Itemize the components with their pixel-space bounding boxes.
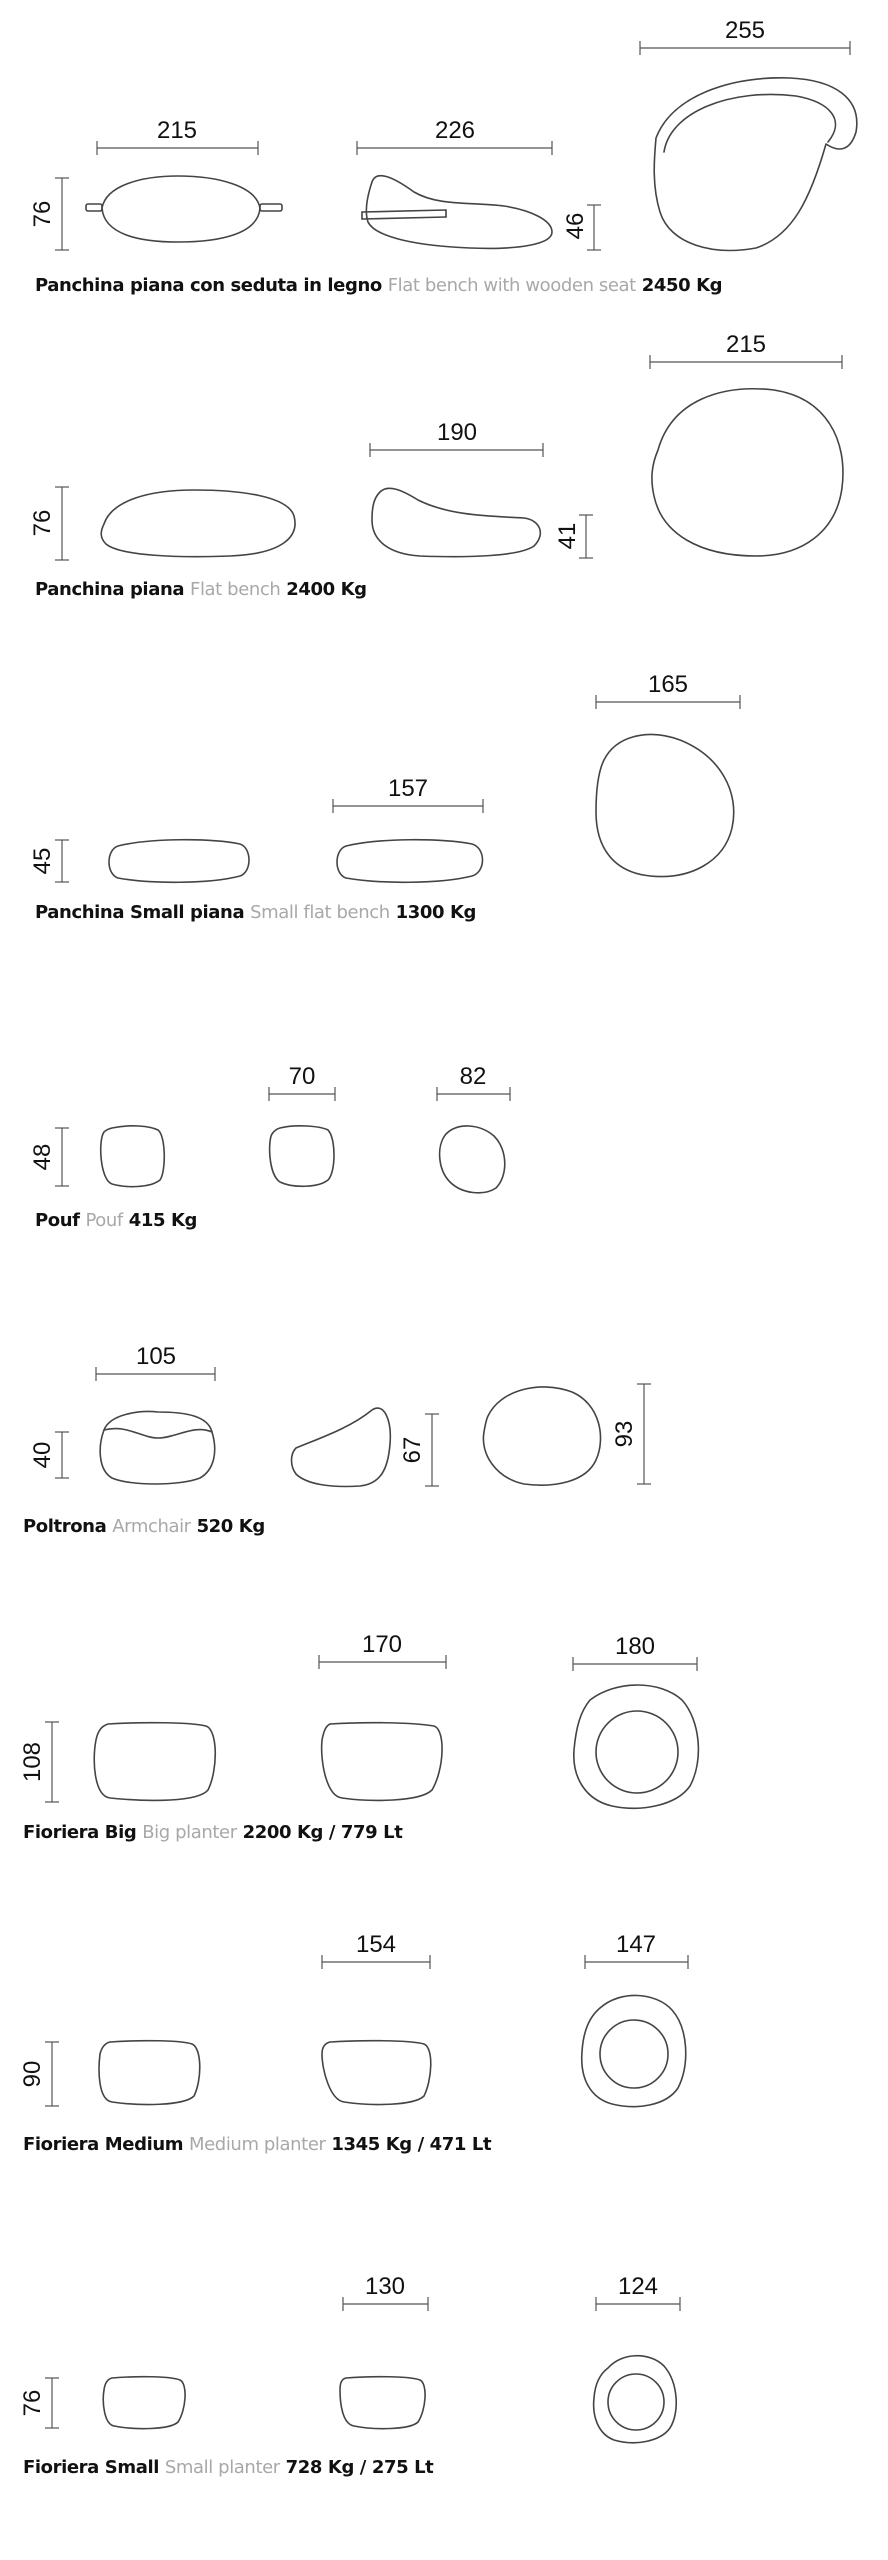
- product-name-it: Panchina piana con seduta in legno: [35, 275, 382, 296]
- svg-text:76: 76: [29, 200, 56, 228]
- dimension-depth-top: [611, 1384, 651, 1484]
- product-spec: 2400 Kg: [286, 579, 367, 600]
- dimension-width-top: [573, 1633, 697, 1671]
- planter-front-view: [94, 1723, 215, 1801]
- pouf-front-view: [101, 1126, 165, 1187]
- armchair-front-view: [100, 1412, 215, 1484]
- planter-top-view: [574, 1685, 699, 1808]
- bench-front-view: [101, 490, 295, 557]
- dimension-width-side: [322, 1931, 430, 1969]
- dimension-width-top: [437, 1063, 510, 1101]
- bench-side-view: [372, 488, 540, 556]
- product-caption: [23, 1822, 402, 1843]
- planter-side-view: [340, 2377, 425, 2429]
- product-caption: [23, 2134, 491, 2155]
- dimension-height: [29, 1128, 69, 1186]
- dimension-width-side: [343, 2273, 428, 2311]
- product-name-it: Poltrona: [23, 1516, 107, 1537]
- product-name-it: Pouf: [35, 1210, 80, 1231]
- medium-planter-drawing: [19, 1931, 688, 2107]
- dimension-height: [29, 178, 69, 250]
- product-name-en: Medium planter: [189, 2134, 326, 2155]
- product-name-en: Small planter: [164, 2457, 280, 2478]
- pouf-drawing: [29, 1063, 510, 1193]
- product-name-en: Small flat bench: [250, 902, 390, 923]
- bench-side-view: [337, 840, 483, 883]
- svg-text:76: 76: [19, 2389, 46, 2417]
- product-spec: 2450 Kg: [641, 275, 723, 296]
- svg-text:70: 70: [288, 1063, 316, 1090]
- small-flat-bench-drawing: [29, 671, 740, 882]
- dimension-height: [19, 1722, 59, 1802]
- dimension-seat-height: [554, 515, 593, 558]
- planter-front-view: [103, 2377, 185, 2429]
- dimension-width-top: [596, 2273, 680, 2311]
- planter-top-view: [582, 1995, 686, 2106]
- dimension-height: [29, 840, 69, 882]
- dimension-width-side: [357, 117, 552, 155]
- bench-front-view: [86, 176, 282, 242]
- svg-text:90: 90: [19, 2060, 46, 2088]
- svg-text:105: 105: [135, 1343, 177, 1370]
- bench-top-view: [596, 734, 734, 876]
- armchair-side-view: [292, 1408, 391, 1486]
- product-name-en: Pouf: [85, 1210, 123, 1231]
- dimension-height: [19, 2378, 59, 2428]
- product-spec: 520 Kg: [196, 1516, 265, 1537]
- product-name-it: Fioriera Small: [23, 2457, 159, 2478]
- product-spec: 1300 Kg: [395, 902, 477, 923]
- pouf-top-view: [440, 1126, 505, 1193]
- svg-text:93: 93: [611, 1420, 638, 1448]
- svg-text:226: 226: [434, 117, 476, 144]
- svg-text:215: 215: [156, 117, 198, 144]
- dimension-width-top: [596, 671, 740, 709]
- product-name-it: Panchina Small piana: [35, 902, 245, 923]
- product-name-it: Fioriera Medium: [23, 2134, 184, 2155]
- armchair-top-view: [483, 1387, 600, 1485]
- bench-side-view: [362, 176, 552, 249]
- svg-text:45: 45: [29, 847, 56, 875]
- bench-front-view: [109, 840, 249, 883]
- product-name-it: Fioriera Big: [23, 1822, 137, 1843]
- svg-text:76: 76: [29, 509, 56, 537]
- pouf-side-view: [270, 1126, 334, 1186]
- svg-text:147: 147: [615, 1931, 657, 1958]
- svg-text:108: 108: [19, 1741, 46, 1783]
- product-caption: [23, 1516, 265, 1537]
- flat-bench-wooden-seat-drawing: [29, 17, 857, 250]
- svg-text:40: 40: [29, 1441, 56, 1469]
- product-caption: [23, 2457, 433, 2478]
- dimension-width-front: [97, 117, 258, 155]
- planter-top-view: [594, 2356, 677, 2443]
- small-planter-drawing: [19, 2273, 680, 2443]
- dimension-width-top: [650, 331, 842, 369]
- planter-front-view: [99, 2041, 200, 2105]
- bench-top-view: [652, 389, 843, 556]
- dimension-height: [29, 487, 69, 560]
- svg-text:67: 67: [399, 1436, 426, 1464]
- product-name-en: Big planter: [142, 1822, 237, 1843]
- svg-text:215: 215: [725, 331, 767, 358]
- product-caption: [35, 1210, 197, 1231]
- product-spec: 415 Kg: [128, 1210, 198, 1231]
- svg-text:165: 165: [647, 671, 689, 698]
- dimension-width-side: [333, 775, 483, 813]
- dimension-height-back: [399, 1414, 439, 1486]
- armchair-drawing: [29, 1343, 651, 1487]
- product-spec: 2200 Kg / 779 Lt: [242, 1822, 403, 1843]
- svg-text:157: 157: [387, 775, 429, 802]
- product-caption: [35, 579, 367, 600]
- svg-text:170: 170: [361, 1631, 403, 1658]
- product-name-en: Flat bench: [190, 579, 281, 600]
- svg-text:48: 48: [29, 1143, 56, 1171]
- svg-text:41: 41: [554, 522, 581, 550]
- product-name-it: Panchina piana: [35, 579, 185, 600]
- product-spec: 728 Kg / 275 Lt: [285, 2457, 434, 2478]
- product-name-en: Flat bench with wooden seat: [387, 275, 636, 296]
- svg-text:180: 180: [614, 1633, 656, 1660]
- svg-text:124: 124: [617, 2273, 659, 2300]
- product-caption: [35, 275, 722, 296]
- svg-text:46: 46: [562, 212, 589, 240]
- flat-bench-drawing: [29, 331, 843, 560]
- svg-text:82: 82: [459, 1063, 487, 1090]
- dimension-width-front: [96, 1343, 215, 1381]
- svg-text:154: 154: [355, 1931, 397, 1958]
- dimension-seat-height: [562, 205, 601, 250]
- product-spec: 1345 Kg / 471 Lt: [331, 2134, 492, 2155]
- svg-text:130: 130: [364, 2273, 406, 2300]
- svg-text:255: 255: [724, 17, 766, 44]
- dimension-width-side: [319, 1631, 446, 1669]
- dimension-width-top: [640, 17, 850, 55]
- dimension-width-side: [269, 1063, 335, 1101]
- dimension-height: [29, 1432, 69, 1478]
- product-name-en: Armchair: [112, 1516, 191, 1537]
- svg-text:190: 190: [436, 419, 478, 446]
- dimension-height: [19, 2042, 59, 2106]
- dimension-width-top: [585, 1931, 688, 1969]
- product-caption: [35, 902, 476, 923]
- big-planter-drawing: [19, 1631, 698, 1808]
- planter-side-view: [322, 2041, 431, 2105]
- dimension-width-side: [370, 419, 543, 457]
- planter-side-view: [322, 1723, 442, 1801]
- bench-top-view: [654, 78, 857, 251]
